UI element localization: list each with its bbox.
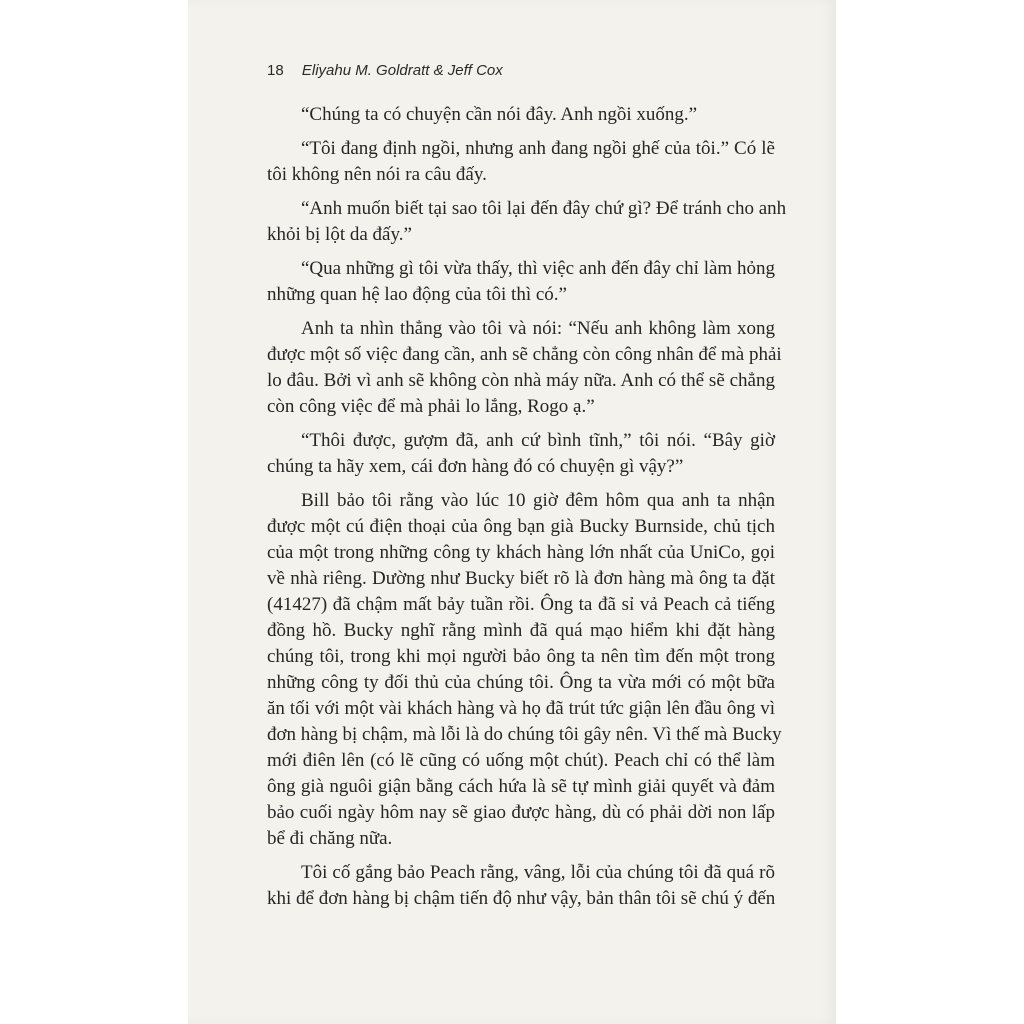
text-line: lo đâu. Bởi vì anh sẽ không còn nhà máy nữa. Anh có thể sẽ chẳng — [267, 370, 775, 391]
text-line: bể đi chăng nữa. — [267, 828, 393, 849]
page-number: 18 — [267, 62, 284, 79]
text-line: “Tôi đang định ngồi, nhưng anh đang ngồi ghế của tôi.” Có lẽ — [301, 138, 775, 159]
page-body-text — [267, 102, 787, 920]
text-line: những công ty đối thủ của chúng tôi. Ông ta vừa mới có một bữa — [267, 672, 775, 693]
paragraph — [267, 196, 787, 248]
text-line: ông già nguôi giận bằng cách hứa là sẽ tự mình giải quyết và đảm — [267, 776, 775, 797]
text-line: (41427) đã chậm mất bảy tuần rồi. Ông ta đã sỉ vả Peach cả tiếng — [267, 594, 775, 615]
paragraph — [267, 256, 775, 308]
text-line: tôi không nên nói ra câu đấy. — [267, 164, 487, 185]
text-line: “Qua những gì tôi vừa thấy, thì việc anh đến đây chỉ làm hỏng — [301, 258, 775, 279]
text-line: mới điên lên (có lẽ cũng có uống một chút). Peach chỉ có thể làm — [267, 750, 775, 771]
text-line: về nhà riêng. Dường như Bucky biết rõ là đơn hàng mà ông ta đặt — [267, 568, 775, 589]
text-line: chúng tôi, trong khi mọi người bảo ông ta nên tìm đến một trong — [267, 646, 775, 667]
paragraph — [267, 860, 775, 912]
text-line: bảo cuối ngày hôm nay sẽ giao được hàng, dù có phải dời non lấp — [267, 802, 775, 823]
text-line: được một cú điện thoại của ông bạn già Bucky Burnside, chủ tịch — [267, 516, 775, 537]
text-line: Tôi cố gắng bảo Peach rằng, vâng, lỗi của chúng tôi đã quá rõ — [301, 862, 775, 883]
text-line: khi để đơn hàng bị chậm tiến độ như vậy, bản thân tôi sẽ chú ý đến — [267, 888, 776, 909]
text-line: những quan hệ lao động của tôi thì có.” — [267, 284, 567, 305]
paragraph — [267, 316, 782, 420]
paragraph — [267, 428, 775, 480]
text-line: được một số việc đang cần, anh sẽ chẳng còn công nhân để mà phải — [267, 344, 782, 365]
text-line: “Anh muốn biết tại sao tôi lại đến đây chứ gì? Để tránh cho anh — [301, 198, 787, 219]
text-line: Anh ta nhìn thẳng vào tôi và nói: “Nếu anh không làm xong — [301, 318, 775, 339]
text-line: ăn tối với một vài khách hàng và họ đã trút tức giận lên đầu ông vì — [267, 698, 775, 719]
text-line: chúng ta hãy xem, cái đơn hàng đó có chuyện gì vậy?” — [267, 456, 684, 477]
text-line: khỏi bị lột da đấy.” — [267, 224, 412, 245]
text-line: của một trong những công ty khách hàng lớn nhất của UniCo, gọi — [267, 542, 775, 563]
paragraph — [267, 102, 775, 128]
running-header — [267, 62, 503, 79]
author-names: Eliyahu M. Goldratt & Jeff Cox — [301, 62, 503, 79]
text-line: đơn hàng bị chậm, mà lỗi là do chúng tôi gây nên. Vì thế mà Bucky — [267, 724, 782, 745]
paragraph — [267, 488, 782, 852]
text-line: còn công việc để mà phải lo lắng, Rogo ạ.” — [267, 396, 595, 417]
text-line: “Chúng ta có chuyện cần nói đây. Anh ngồi xuống.” — [301, 104, 698, 125]
paragraph — [267, 136, 775, 188]
text-line: “Thôi được, gượm đã, anh cứ bình tĩnh,” tôi nói. “Bây giờ — [301, 430, 775, 451]
text-line: Bill bảo tôi rằng vào lúc 10 giờ đêm hôm qua anh ta nhận — [301, 490, 775, 511]
text-line: đồng hồ. Bucky nghĩ rằng mình đã quá mạo hiểm khi đặt hàng — [267, 620, 775, 641]
